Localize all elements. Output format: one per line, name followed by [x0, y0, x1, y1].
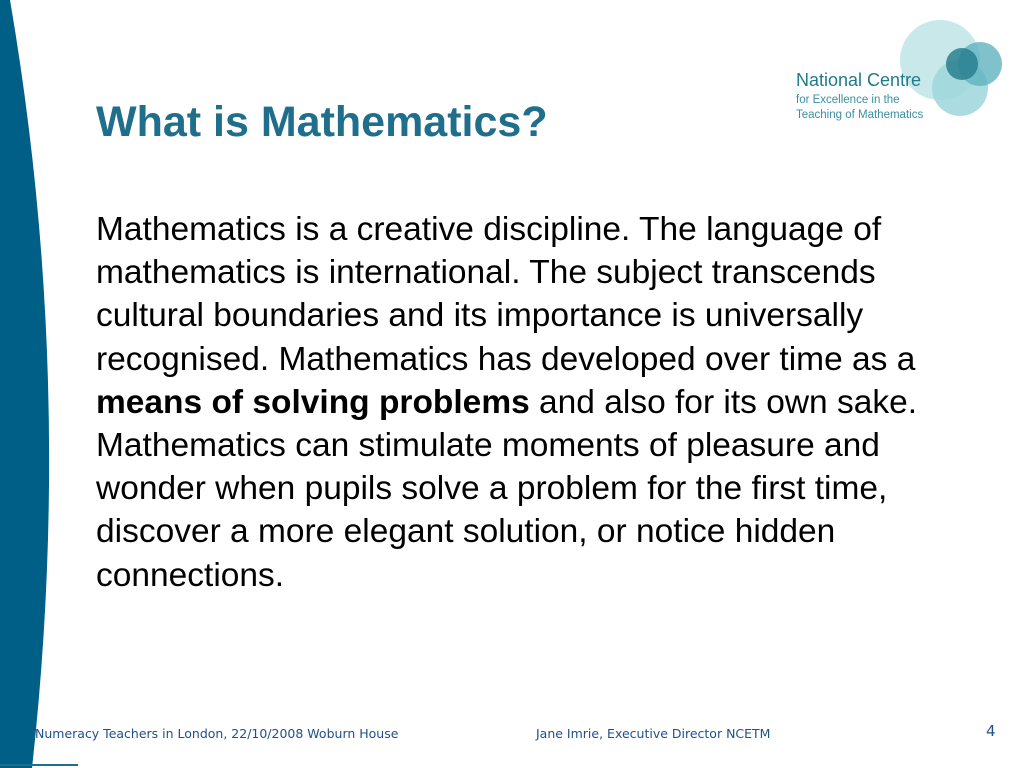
logo-text-line3: Teaching of Mathematics — [796, 109, 924, 121]
logo-text-line1: National Centre — [796, 70, 922, 90]
slide-title: What is Mathematics? — [96, 98, 548, 146]
footer-presenter: Jane Imrie, Executive Director NCETM — [536, 726, 771, 741]
body-paragraph — [96, 208, 956, 597]
body-emphasis: means of solving problems — [96, 383, 530, 421]
footer-event: Numeracy Teachers in London, 22/10/2008 Woburn House — [35, 726, 399, 741]
footer-divider — [0, 764, 78, 766]
page-number: 4 — [986, 722, 996, 740]
left-decorative-band — [0, 0, 80, 768]
body-text-part1: Mathematics is a creative discipline. The language of mathematics is international. The subject transcends cultural boundaries and its importance is universally recognised. Mathematics has developed over time as a — [96, 211, 916, 378]
ncetm-logo — [780, 18, 1010, 130]
body-text-part2: and also for its own sake. Mathematics can stimulate moments of pleasure and wonder when pupils solve a problem for the first time, discover a more elegant solution, or notice hidden connections. — [96, 383, 918, 594]
logo-text-line2: for Excellence in the — [796, 94, 900, 106]
